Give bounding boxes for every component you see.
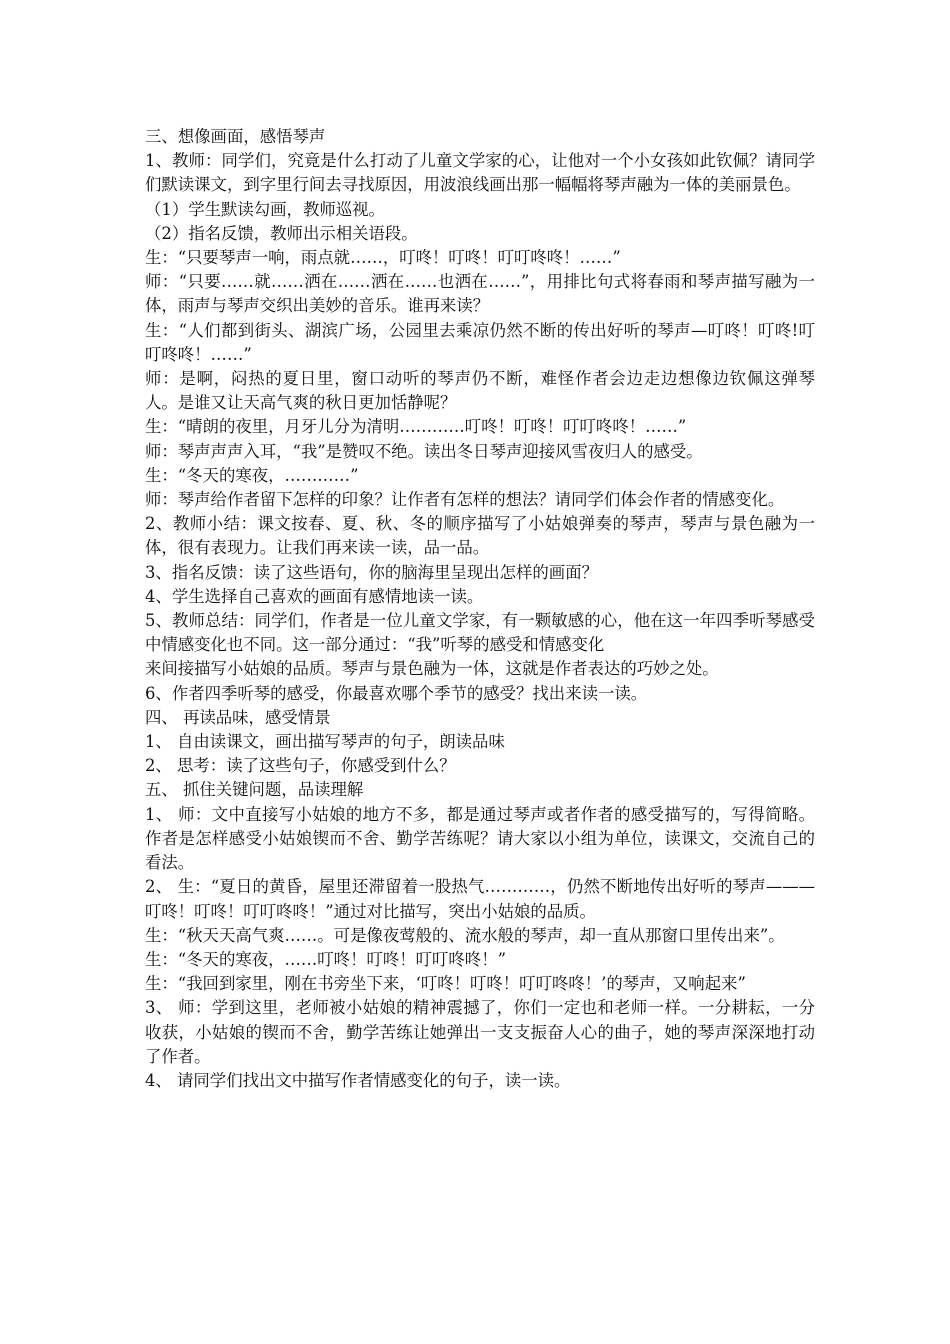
section-heading-5: 五、 抓住关键问题，品读理解 [145,780,364,800]
paragraph: 生：“只要琴声一响，雨点就……，叮咚！叮咚！叮叮咚咚！……” [145,248,621,268]
paragraph: 3、 师：学到这里，老师被小姑娘的精神震撼了，你们一定也和老师一样。一分耕耘，一分收获，小姑娘的锲而不舍，勤学苦练让她弹出一支支振奋人心的曲子，她的琴声深深地打动了作者。 [145,998,815,1066]
paragraph: 生：“秋天天高气爽……。可是像夜莺般的、流水般的琴声，却一直从那窗口里传出来”。 [145,925,785,945]
paragraph: 6、作者四季听琴的感受，你最喜欢哪个季节的感受？找出来读一读。 [145,683,648,703]
paragraph: 生：“晴朗的夜里，月牙儿分为清明…………叮咚！叮咚！叮叮咚咚！……” [145,417,687,437]
paragraph: 3、指名反馈：读了这些语句，你的脑海里呈现出怎样的画面？ [145,562,598,582]
paragraph: 生：“人们都到街头、湖滨广场，公园里去乘凉仍然不断的传出好听的琴声—叮咚！叮咚!叮叮咚咚！……” [145,320,815,364]
paragraph: 5、教师总结：同学们，作者是一位儿童文学家，有一颗敏感的心，他在这一年四季听琴感受中情感变化也不同。这一部分通过：“我”听琴的感受和情感变化 [145,611,815,655]
paragraph: 生：“冬天的寒夜，……叮咚！叮咚！叮叮咚咚！” [145,949,506,969]
paragraph: （1）学生默读勾画，教师巡视。 [145,199,385,219]
paragraph: 2、 思考：读了这些句子，你感受到什么？ [145,756,456,776]
paragraph: 生：“冬天的寒夜，…………” [145,465,359,485]
section-heading-3: 三、想像画面，感悟琴声 [145,127,326,146]
paragraph: 1、 师：文中直接写小姑娘的地方不多，都是通过琴声或者作者的感受描写的，写得简略。作者是怎样感受小姑娘锲而不舍、勤学苦练呢？请大家以小组为单位，读课文，交流自己的看法。 [145,804,815,873]
paragraph: 4、学生选择自己喜欢的画面有感情地读一读。 [145,586,484,606]
paragraph: 师：琴声给作者留下怎样的印象？让作者有怎样的想法？请同学们体会作者的情感变化。 [145,490,785,510]
section-heading-4: 四、 再读品味，感受情景 [145,707,331,727]
paragraph: 生：“我回到家里，刚在书旁坐下来，‘叮咚！叮咚！叮叮咚咚！’的琴声，又响起来” [145,974,746,994]
paragraph: 2、 生：“夏日的黄昏，屋里还滞留着一股热气…………，仍然不断地传出好听的琴声———叮咚！叮咚！叮叮咚咚！”通过对比描写，突出小姑娘的品质。 [145,877,815,921]
paragraph: 师：是啊，闷热的夏日里，窗口动听的琴声仍不断，难怪作者会边走边想像边钦佩这弹琴人。是谁又让天高气爽的秋日更加恬静呢？ [145,369,815,413]
paragraph: 2、教师小结：课文按春、夏、秋、冬的顺序描写了小姑娘弹奏的琴声，琴声与景色融为一体，很有表现力。让我们再来读一读，品一品。 [145,514,815,558]
paragraph: 师：琴声声声入耳，“我”是赞叹不绝。读出冬日琴声迎接风雪夜归人的感受。 [145,441,703,461]
document-body [145,125,815,1093]
paragraph: 4、 请同学们找出文中描写作者情感变化的句子，读一读。 [145,1070,571,1090]
paragraph: （2）指名反馈，教师出示相关语段。 [145,223,418,243]
paragraph: 来间接描写小姑娘的品质。琴声与景色融为一体，这就是作者表达的巧妙之处。 [145,659,719,679]
paragraph: 1、 自由读课文，画出描写琴声的句子，朗读品味 [145,732,505,752]
paragraph: 1、教师：同学们，究竟是什么打动了儿童文学家的心，让他对一个小女孩如此钦佩？请同学们默读课文，到字里行间去寻找原因，用波浪线画出那一幅幅将琴声融为一体的美丽景色。 [145,151,815,195]
paragraph: 师：“只要……就……洒在……洒在……也洒在……”，用排比句式将春雨和琴声描写融为一体，雨声与琴声交织出美妙的音乐。谁再来读？ [145,272,815,316]
